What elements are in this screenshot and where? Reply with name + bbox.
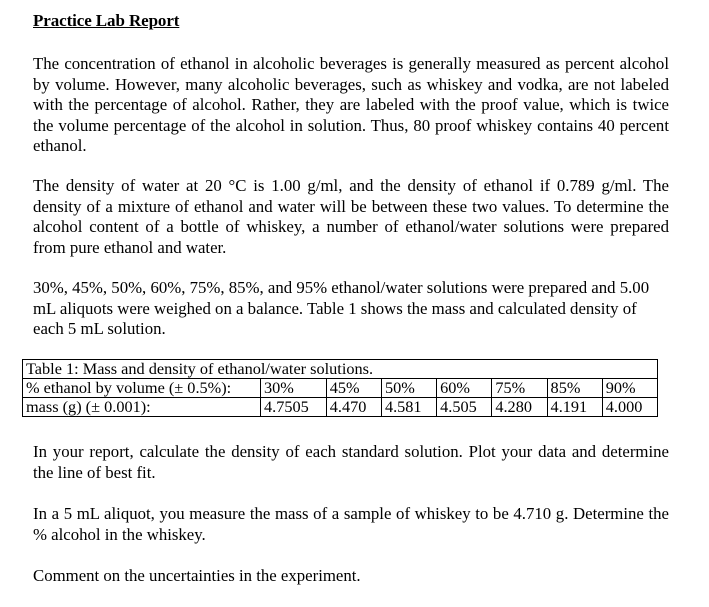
table-cell: 4.280 [492, 398, 547, 417]
row-label-mass: mass (g) (± 0.001): [23, 398, 261, 417]
table-cell: 60% [437, 379, 492, 398]
table-cell: 30% [261, 379, 327, 398]
row-label-percent: % ethanol by volume (± 0.5%): [23, 379, 261, 398]
table-cell: 45% [326, 379, 381, 398]
document-page [26, 10, 673, 585]
table-caption-row [23, 360, 658, 379]
table-cell: 75% [492, 379, 547, 398]
data-table [22, 359, 658, 417]
table-cell: 4.470 [326, 398, 381, 417]
table-caption: Table 1: Mass and density of ethanol/water solutions. [23, 360, 658, 379]
table-cell: 50% [381, 379, 436, 398]
data-table-container [22, 359, 671, 417]
table-row [23, 398, 658, 417]
whiskey-paragraph: In a 5 mL aliquot, you measure the mass of a sample of whiskey to be 4.710 g. Determine the % alcohol in the whiskey. [33, 504, 669, 544]
table-cell: 4.191 [547, 398, 602, 417]
intro-paragraph: The concentration of ethanol in alcoholic beverages is generally measured as percent alcohol by volume. However, many alcoholic beverages, such as whiskey and vodka, are not labeled with the percentage of alcohol. Rather, they are labeled with the proof value, which is twice the volume percentage of the alcohol in solution. Thus, 80 proof whiskey contains 40 percent ethanol. [33, 54, 669, 155]
page-title: Practice Lab Report [33, 11, 180, 30]
table-cell: 4.581 [381, 398, 436, 417]
table-cell: 85% [547, 379, 602, 398]
density-paragraph: The density of water at 20 °C is 1.00 g/ml, and the density of ethanol if 0.789 g/ml. The density of a mixture of ethanol and water will be between these two values. To determine the alcohol content of a bottle of whiskey, a number of ethanol/water solutions were prepared from pure ethanol and water. [33, 176, 669, 257]
uncertainty-paragraph: Comment on the uncertainties in the experiment. [33, 566, 361, 585]
table-cell: 90% [602, 379, 657, 398]
table-cell: 4.505 [437, 398, 492, 417]
table-row [23, 379, 658, 398]
table-cell: 4.7505 [261, 398, 327, 417]
solutions-paragraph: 30%, 45%, 50%, 60%, 75%, 85%, and 95% ethanol/water solutions were prepared and 5.00 mL aliquots were weighed on a balance. Table 1 shows the mass and calculated density of each 5 mL solution. [33, 278, 650, 338]
report-paragraph: In your report, calculate the density of each standard solution. Plot your data and determine the line of best fit. [33, 442, 669, 482]
table-cell: 4.000 [602, 398, 657, 417]
